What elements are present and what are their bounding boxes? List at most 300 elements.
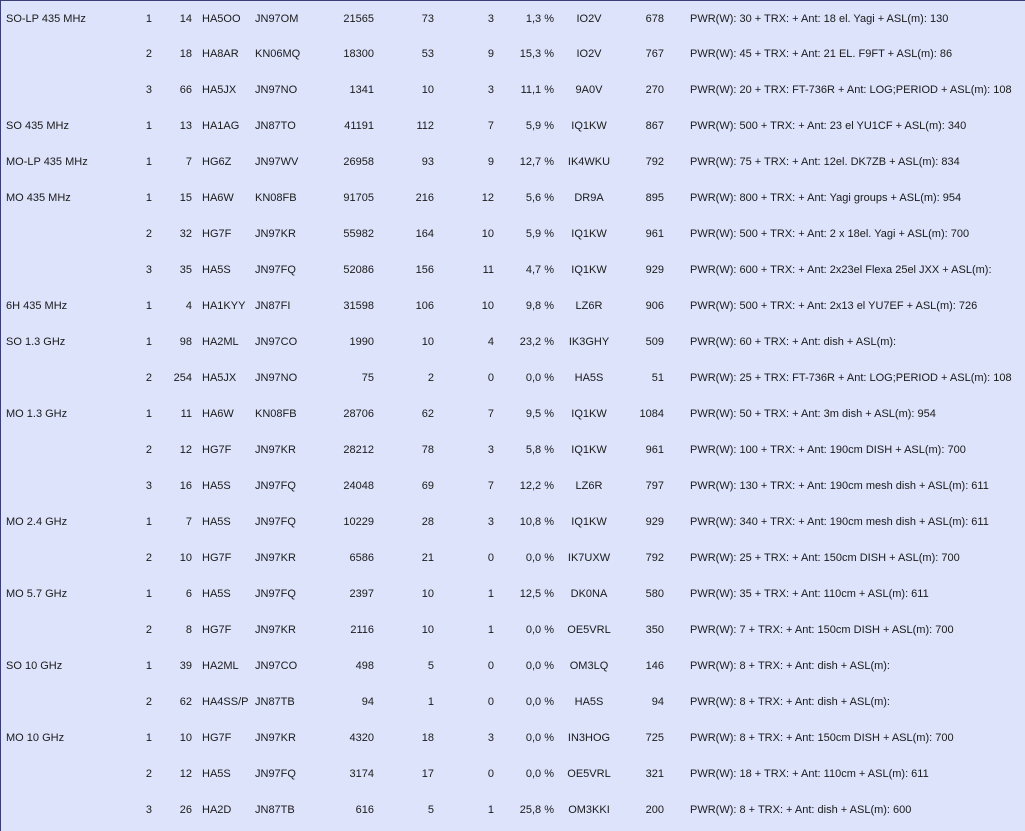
qso-count-cell: 112	[416, 120, 434, 132]
score-cell: 2397	[349, 588, 374, 600]
error-percent-cell: 5,9 %	[525, 228, 554, 240]
qso-count-cell: 62	[421, 408, 434, 420]
rank-cell: 12	[179, 768, 192, 780]
rank-cell: 98	[179, 336, 192, 348]
category-cell	[1, 468, 132, 504]
place-cell: 2	[145, 444, 152, 456]
odx-distance-cell: 270	[645, 84, 664, 96]
error-percent-cell: 11,1 %	[520, 84, 554, 96]
rank-cell: 10	[179, 732, 192, 744]
odx-callsign-cell: IK3GHY	[568, 336, 610, 348]
place-cell: 2	[145, 228, 152, 240]
odx-distance-cell: 961	[645, 228, 664, 240]
equipment-cell: PWR(W): 75 + TRX: + Ant: 12el. DK7ZB + ASL(m): 834	[690, 156, 960, 168]
odx-callsign-cell: OM3KKI	[568, 804, 610, 816]
qso-count-cell: 10	[421, 336, 434, 348]
table-row	[1, 1, 1025, 36]
odx-distance-cell: 961	[645, 444, 664, 456]
category-cell: SO 1.3 GHz	[6, 336, 66, 348]
score-cell: 75	[361, 372, 374, 384]
rank-cell: 10	[179, 552, 192, 564]
place-cell: 1	[145, 732, 152, 744]
callsign-cell: HA2D	[202, 804, 232, 816]
callsign-cell: HA2ML	[202, 660, 239, 672]
score-cell: 6586	[349, 552, 374, 564]
place-cell: 1	[145, 336, 152, 348]
locator-cell: JN87TO	[255, 120, 296, 132]
category-cell	[1, 36, 132, 72]
table-row	[1, 180, 1025, 216]
rank-cell: 11	[180, 408, 192, 420]
qso-count-cell: 73	[421, 12, 434, 25]
place-cell: 1	[145, 660, 152, 672]
odx-callsign-cell: IK4WKU	[567, 156, 611, 168]
odx-distance-cell: 929	[645, 264, 664, 276]
error-percent-cell: 1,3 %	[525, 12, 554, 25]
table-row	[1, 540, 1025, 576]
dupe-count-cell: 0	[487, 372, 494, 384]
results-table	[1, 1, 1025, 828]
locator-cell: JN97FQ	[255, 588, 296, 600]
table-row	[1, 720, 1025, 756]
dupe-count-cell: 7	[487, 408, 494, 420]
error-percent-cell: 0,0 %	[525, 660, 554, 672]
rank-cell: 26	[179, 804, 192, 816]
table-row	[1, 792, 1025, 828]
odx-callsign-cell: IQ1KW	[571, 408, 607, 420]
error-percent-cell: 5,9 %	[525, 120, 554, 132]
score-cell: 91705	[343, 192, 374, 204]
score-cell: 18300	[343, 48, 374, 60]
place-cell: 2	[145, 372, 152, 384]
equipment-cell: PWR(W): 45 + TRX: + Ant: 21 EL. F9FT + ASL(m): 86	[690, 48, 953, 60]
dupe-count-cell: 9	[487, 48, 494, 60]
callsign-cell: HG6Z	[202, 156, 232, 168]
odx-callsign-cell: HA5S	[574, 372, 604, 384]
table-row	[1, 72, 1025, 108]
score-cell: 55982	[343, 228, 374, 240]
category-cell	[1, 216, 132, 252]
equipment-cell: PWR(W): 500 + TRX: + Ant: 2x13 el YU7EF + ASL(m): 726	[690, 300, 978, 312]
results-table-body	[1, 1, 1025, 828]
category-cell	[1, 684, 132, 720]
odx-distance-cell: 725	[645, 732, 664, 744]
locator-cell: KN08FB	[255, 408, 297, 420]
place-cell: 1	[145, 192, 152, 204]
error-percent-cell: 12,7 %	[519, 156, 554, 168]
dupe-count-cell: 7	[487, 120, 494, 132]
place-cell: 3	[145, 480, 152, 492]
rank-cell: 8	[185, 624, 192, 636]
odx-distance-cell: 678	[645, 12, 664, 25]
equipment-cell: PWR(W): 8 + TRX: + Ant: dish + ASL(m):	[690, 696, 890, 708]
category-cell	[1, 540, 132, 576]
callsign-cell: HA1KYY	[202, 300, 246, 312]
qso-count-cell: 10	[421, 588, 434, 600]
error-percent-cell: 10,8 %	[519, 516, 554, 528]
dupe-count-cell: 0	[487, 768, 494, 780]
locator-cell: JN97OM	[255, 12, 299, 25]
dupe-count-cell: 7	[487, 480, 494, 492]
category-cell	[1, 72, 132, 108]
place-cell: 1	[145, 516, 152, 528]
odx-callsign-cell: LZ6R	[575, 300, 603, 312]
odx-callsign-cell: OE5VRL	[567, 624, 611, 636]
qso-count-cell: 53	[421, 48, 434, 60]
score-cell: 24048	[343, 480, 374, 492]
qso-count-cell: 93	[421, 156, 434, 168]
place-cell: 2	[145, 696, 152, 708]
table-row	[1, 684, 1025, 720]
qso-count-cell: 5	[427, 660, 434, 672]
dupe-count-cell: 3	[487, 12, 494, 25]
error-percent-cell: 23,2 %	[519, 336, 554, 348]
locator-cell: KN06MQ	[255, 48, 301, 60]
error-percent-cell: 0,0 %	[525, 696, 554, 708]
score-cell: 26958	[343, 156, 374, 168]
qso-count-cell: 10	[421, 624, 434, 636]
qso-count-cell: 1	[427, 696, 434, 708]
callsign-cell: HG7F	[202, 228, 232, 240]
score-cell: 4320	[349, 732, 374, 744]
equipment-cell: PWR(W): 50 + TRX: + Ant: 3m dish + ASL(m): 954	[690, 408, 936, 420]
qso-count-cell: 164	[415, 228, 434, 240]
score-cell: 94	[361, 696, 374, 708]
category-cell	[1, 252, 132, 288]
dupe-count-cell: 10	[481, 300, 494, 312]
category-cell	[1, 360, 132, 396]
dupe-count-cell: 3	[487, 444, 494, 456]
locator-cell: JN97FQ	[255, 264, 296, 276]
qso-count-cell: 216	[415, 192, 434, 204]
error-percent-cell: 9,5 %	[525, 408, 554, 420]
qso-count-cell: 28	[421, 516, 434, 528]
callsign-cell: HG7F	[202, 732, 232, 744]
locator-cell: JN97FQ	[255, 516, 296, 528]
odx-distance-cell: 906	[645, 300, 664, 312]
error-percent-cell: 5,8 %	[525, 444, 554, 456]
place-cell: 1	[145, 120, 152, 132]
dupe-count-cell: 9	[487, 156, 494, 168]
rank-cell: 39	[179, 660, 192, 672]
equipment-cell: PWR(W): 600 + TRX: + Ant: 2x23el Flexa 25el JXX + ASL(m):	[690, 264, 992, 276]
place-cell: 2	[145, 768, 152, 780]
rank-cell: 16	[179, 480, 192, 492]
equipment-cell: PWR(W): 35 + TRX: + Ant: 110cm + ASL(m): 611	[690, 588, 929, 600]
error-percent-cell: 9,8 %	[525, 300, 554, 312]
category-cell: MO 435 MHz	[6, 192, 71, 204]
odx-callsign-cell: HA5S	[574, 696, 604, 708]
equipment-cell: PWR(W): 18 + TRX: + Ant: 110cm + ASL(m): 611	[690, 768, 929, 780]
table-row	[1, 756, 1025, 792]
score-cell: 31598	[343, 300, 374, 312]
callsign-cell: HA5S	[202, 480, 231, 492]
locator-cell: JN87FI	[255, 300, 291, 312]
score-cell: 10229	[343, 516, 374, 528]
place-cell: 1	[145, 408, 152, 420]
category-cell: 6H 435 MHz	[6, 300, 68, 312]
table-row	[1, 288, 1025, 324]
odx-distance-cell: 767	[645, 48, 664, 60]
place-cell: 3	[145, 264, 152, 276]
dupe-count-cell: 1	[487, 588, 494, 600]
equipment-cell: PWR(W): 25 + TRX: FT-736R + Ant: LOG;PERIOD + ASL(m): 108	[690, 372, 1012, 384]
qso-count-cell: 10	[421, 84, 434, 96]
qso-count-cell: 21	[421, 552, 434, 564]
category-cell	[1, 756, 132, 792]
dupe-count-cell: 3	[487, 732, 494, 744]
error-percent-cell: 12,5 %	[519, 588, 554, 600]
equipment-cell: PWR(W): 340 + TRX: + Ant: 190cm mesh dish + ASL(m): 611	[690, 516, 989, 528]
score-cell: 616	[355, 804, 374, 816]
dupe-count-cell: 10	[481, 228, 494, 240]
dupe-count-cell: 4	[487, 336, 494, 348]
table-row	[1, 504, 1025, 540]
odx-callsign-cell: DR9A	[574, 192, 604, 204]
dupe-count-cell: 1	[487, 624, 494, 636]
odx-callsign-cell: IQ1KW	[571, 264, 607, 276]
category-cell: MO-LP 435 MHz	[6, 156, 88, 168]
qso-count-cell: 69	[421, 480, 434, 492]
odx-callsign-cell: OE5VRL	[567, 768, 611, 780]
score-cell: 2116	[350, 624, 374, 636]
odx-distance-cell: 146	[645, 660, 664, 672]
score-cell: 21565	[343, 12, 374, 25]
place-cell: 2	[145, 624, 152, 636]
locator-cell: JN97NO	[255, 372, 298, 384]
odx-distance-cell: 509	[645, 336, 664, 348]
callsign-cell: HA5S	[202, 588, 231, 600]
odx-distance-cell: 200	[645, 804, 664, 816]
locator-cell: JN97KR	[255, 444, 296, 456]
table-row	[1, 36, 1025, 72]
odx-distance-cell: 94	[651, 696, 664, 708]
odx-distance-cell: 350	[645, 624, 664, 636]
table-row	[1, 468, 1025, 504]
category-cell	[1, 432, 132, 468]
odx-distance-cell: 929	[645, 516, 664, 528]
place-cell: 1	[145, 588, 152, 600]
error-percent-cell: 0,0 %	[525, 732, 554, 744]
place-cell: 2	[145, 48, 152, 60]
qso-count-cell: 5	[427, 804, 434, 816]
error-percent-cell: 15,3 %	[519, 48, 554, 60]
locator-cell: JN97KR	[255, 228, 296, 240]
odx-callsign-cell: IQ1KW	[571, 120, 607, 132]
score-cell: 3174	[349, 768, 374, 780]
score-cell: 498	[355, 660, 374, 672]
category-cell: SO-LP 435 MHz	[6, 12, 86, 25]
place-cell: 1	[145, 12, 152, 25]
callsign-cell: HA6W	[202, 408, 234, 420]
callsign-cell: HA5JX	[202, 84, 237, 96]
locator-cell: JN97KR	[255, 552, 296, 564]
equipment-cell: PWR(W): 8 + TRX: + Ant: dish + ASL(m):	[690, 660, 890, 672]
odx-distance-cell: 51	[651, 372, 664, 384]
table-row	[1, 360, 1025, 396]
locator-cell: KN08FB	[255, 192, 297, 204]
score-cell: 28212	[343, 444, 374, 456]
error-percent-cell: 0,0 %	[525, 624, 554, 636]
locator-cell: JN97FQ	[255, 480, 296, 492]
callsign-cell: HA4SS/P	[202, 696, 249, 708]
equipment-cell: PWR(W): 100 + TRX: + Ant: 190cm DISH + ASL(m): 700	[690, 444, 966, 456]
table-row	[1, 396, 1025, 432]
table-row	[1, 576, 1025, 612]
qso-count-cell: 106	[415, 300, 434, 312]
rank-cell: 7	[185, 156, 192, 168]
score-cell: 1341	[349, 84, 374, 96]
qso-count-cell: 17	[421, 768, 434, 780]
dupe-count-cell: 0	[487, 696, 494, 708]
place-cell: 1	[145, 300, 152, 312]
odx-callsign-cell: IO2V	[576, 48, 602, 60]
odx-callsign-cell: DK0NA	[570, 588, 608, 600]
error-percent-cell: 5,6 %	[525, 192, 554, 204]
locator-cell: JN97KR	[255, 732, 296, 744]
odx-distance-cell: 792	[645, 552, 664, 564]
qso-count-cell: 78	[421, 444, 434, 456]
dupe-count-cell: 0	[487, 552, 494, 564]
callsign-cell: HG7F	[202, 552, 232, 564]
rank-cell: 15	[179, 192, 192, 204]
equipment-cell: PWR(W): 20 + TRX: FT-736R + Ant: LOG;PERIOD + ASL(m): 108	[690, 84, 1012, 96]
callsign-cell: HA8AR	[202, 48, 239, 60]
rank-cell: 66	[179, 84, 192, 96]
dupe-count-cell: 12	[481, 192, 494, 204]
table-row	[1, 144, 1025, 180]
score-cell: 1990	[349, 336, 374, 348]
error-percent-cell: 12,2 %	[519, 480, 554, 492]
category-cell: SO 435 MHz	[6, 120, 69, 132]
locator-cell: JN97KR	[255, 624, 296, 636]
rank-cell: 62	[179, 696, 192, 708]
qso-count-cell: 2	[427, 372, 434, 384]
odx-callsign-cell: IQ1KW	[571, 516, 607, 528]
equipment-cell: PWR(W): 130 + TRX: + Ant: 190cm mesh dish + ASL(m): 611	[690, 480, 989, 492]
rank-cell: 32	[179, 228, 192, 240]
place-cell: 1	[145, 156, 152, 168]
callsign-cell: HA5JX	[202, 372, 237, 384]
odx-callsign-cell: IQ1KW	[571, 444, 607, 456]
error-percent-cell: 4,7 %	[525, 264, 554, 276]
equipment-cell: PWR(W): 500 + TRX: + Ant: 23 el YU1CF + ASL(m): 340	[690, 120, 967, 132]
qso-count-cell: 18	[421, 732, 434, 744]
odx-callsign-cell: OM3LQ	[569, 660, 609, 672]
rank-cell: 254	[173, 372, 192, 384]
locator-cell: JN97CO	[255, 336, 298, 348]
category-cell: MO 2.4 GHz	[6, 516, 68, 528]
equipment-cell: PWR(W): 8 + TRX: + Ant: 150cm DISH + ASL(m): 700	[690, 732, 954, 744]
rank-cell: 18	[179, 48, 192, 60]
callsign-cell: HA5S	[202, 768, 231, 780]
dupe-count-cell: 0	[487, 660, 494, 672]
dupe-count-cell: 1	[487, 804, 494, 816]
error-percent-cell: 0,0 %	[525, 768, 554, 780]
locator-cell: JN87TB	[255, 696, 295, 708]
callsign-cell: HA6W	[202, 192, 234, 204]
table-row	[1, 216, 1025, 252]
callsign-cell: HA5OO	[202, 12, 241, 25]
callsign-cell: HG7F	[202, 444, 232, 456]
locator-cell: JN97FQ	[255, 768, 296, 780]
table-row	[1, 612, 1025, 648]
locator-cell: JN97NO	[255, 84, 298, 96]
callsign-cell: HA1AG	[202, 120, 240, 132]
odx-distance-cell: 321	[645, 768, 664, 780]
rank-cell: 35	[179, 264, 192, 276]
callsign-cell: HA5S	[202, 516, 231, 528]
rank-cell: 14	[179, 12, 192, 25]
table-row	[1, 108, 1025, 144]
odx-callsign-cell: IO2V	[576, 12, 602, 25]
odx-distance-cell: 867	[645, 120, 664, 132]
odx-callsign-cell: 9A0V	[575, 84, 603, 96]
table-row	[1, 324, 1025, 360]
equipment-cell: PWR(W): 7 + TRX: + Ant: 150cm DISH + ASL(m): 700	[690, 624, 954, 636]
table-row	[1, 252, 1025, 288]
odx-callsign-cell: IK7UXW	[567, 552, 611, 564]
odx-distance-cell: 895	[645, 192, 664, 204]
callsign-cell: HA2ML	[202, 336, 239, 348]
category-cell: MO 1.3 GHz	[6, 408, 68, 420]
equipment-cell: PWR(W): 25 + TRX: + Ant: 150cm DISH + ASL(m): 700	[690, 552, 960, 564]
place-cell: 2	[145, 552, 152, 564]
rank-cell: 6	[185, 588, 192, 600]
qso-count-cell: 156	[415, 264, 434, 276]
odx-distance-cell: 792	[645, 156, 664, 168]
dupe-count-cell: 11	[482, 264, 494, 276]
error-percent-cell: 0,0 %	[525, 552, 554, 564]
locator-cell: JN97CO	[255, 660, 298, 672]
category-cell: SO 10 GHz	[6, 660, 63, 672]
table-row	[1, 432, 1025, 468]
table-row	[1, 648, 1025, 684]
place-cell: 3	[145, 804, 152, 816]
callsign-cell: HG7F	[202, 624, 232, 636]
error-percent-cell: 25,8 %	[519, 804, 554, 816]
category-cell: MO 5.7 GHz	[6, 588, 68, 600]
locator-cell: JN87TB	[255, 804, 295, 816]
rank-cell: 7	[185, 516, 192, 528]
odx-callsign-cell: LZ6R	[575, 480, 603, 492]
category-cell: MO 10 GHz	[6, 732, 65, 744]
odx-callsign-cell: IQ1KW	[571, 228, 607, 240]
equipment-cell: PWR(W): 800 + TRX: + Ant: Yagi groups + ASL(m): 954	[690, 192, 962, 204]
equipment-cell: PWR(W): 500 + TRX: + Ant: 2 x 18el. Yagi + ASL(m): 700	[690, 228, 970, 240]
odx-distance-cell: 797	[645, 480, 664, 492]
callsign-cell: HA5S	[202, 264, 231, 276]
equipment-cell: PWR(W): 60 + TRX: + Ant: dish + ASL(m):	[690, 336, 897, 348]
place-cell: 3	[145, 84, 152, 96]
score-cell: 41191	[344, 120, 374, 132]
equipment-cell: PWR(W): 8 + TRX: + Ant: dish + ASL(m): 600	[690, 804, 912, 816]
category-cell	[1, 612, 132, 648]
rank-cell: 13	[179, 120, 192, 132]
dupe-count-cell: 3	[487, 516, 494, 528]
odx-distance-cell: 1084	[639, 408, 664, 420]
equipment-cell: PWR(W): 30 + TRX: + Ant: 18 el. Yagi + ASL(m): 130	[690, 12, 949, 25]
score-cell: 52086	[343, 264, 374, 276]
error-percent-cell: 0,0 %	[525, 372, 554, 384]
rank-cell: 4	[185, 300, 192, 312]
category-cell	[1, 792, 132, 828]
score-cell: 28706	[343, 408, 374, 420]
odx-distance-cell: 580	[645, 588, 664, 600]
locator-cell: JN97WV	[255, 156, 299, 168]
dupe-count-cell: 3	[487, 84, 494, 96]
odx-callsign-cell: IN3HOG	[567, 732, 611, 744]
